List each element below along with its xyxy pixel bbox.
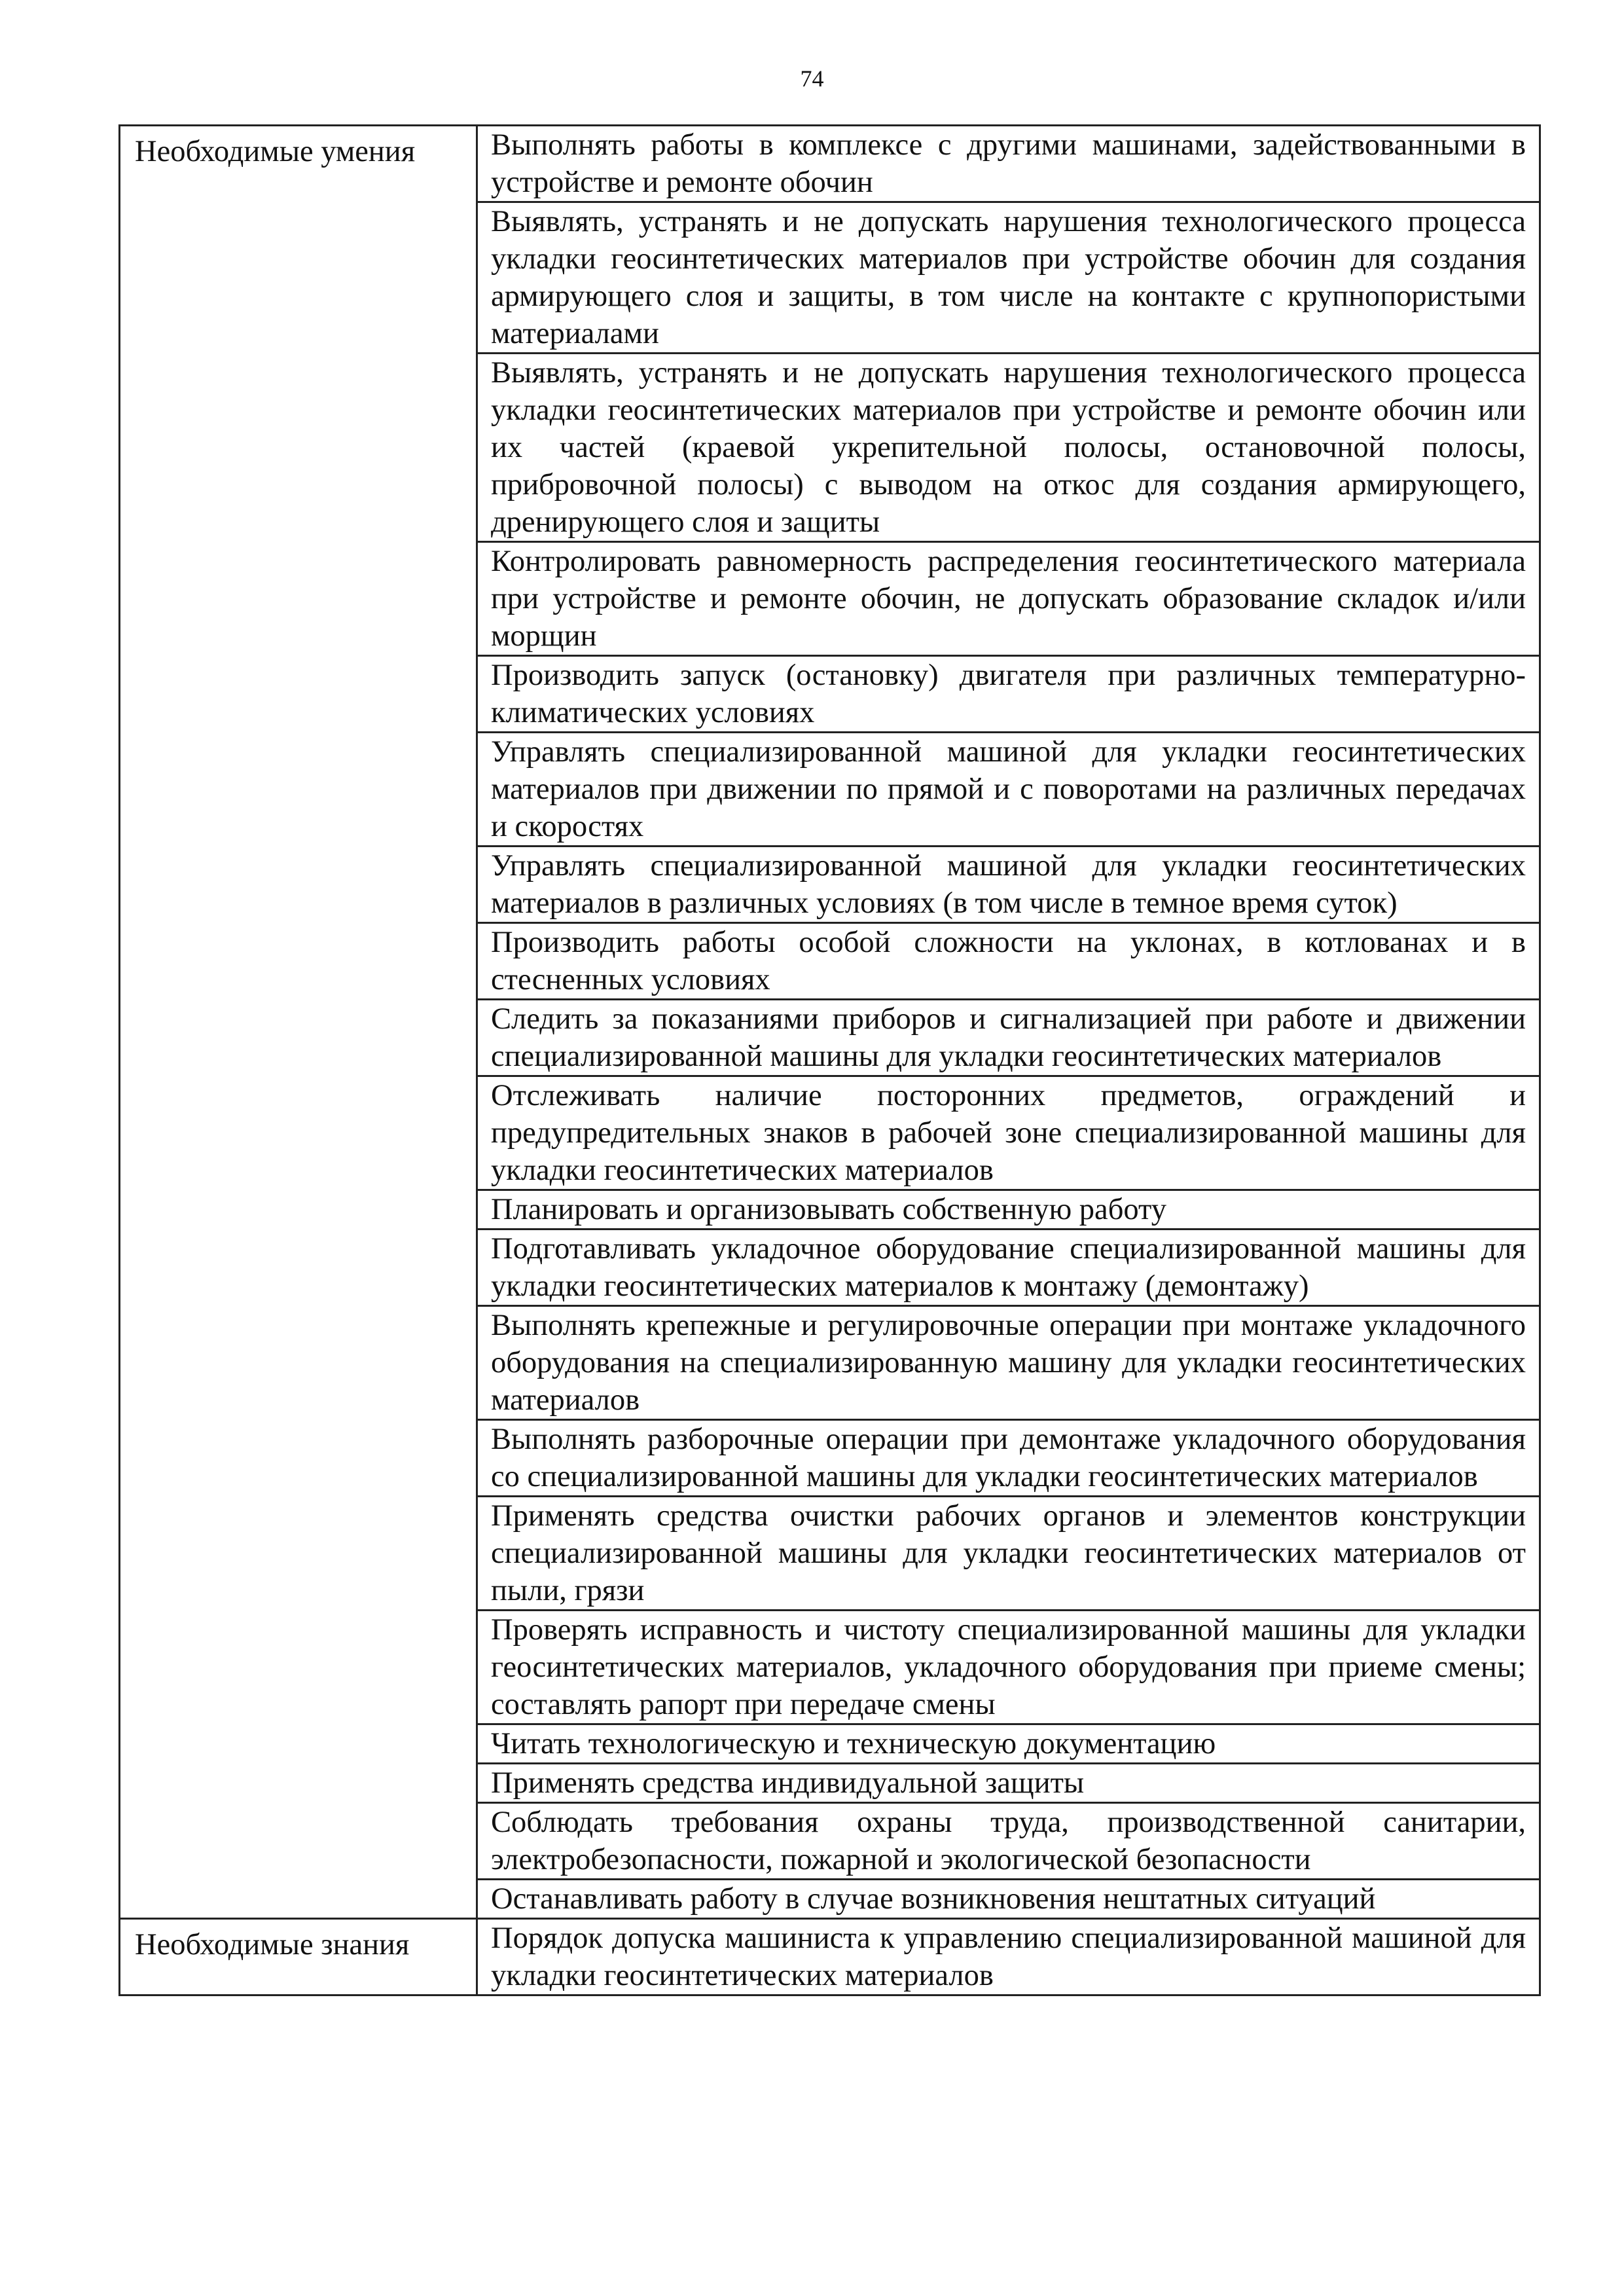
- skill-item: Выявлять, устранять и не допускать нарушения технологического процесса укладки геосинтетических материалов при устройстве и ремонте обочин или их частей (краевой укрепительной полосы, остановочной полосы, прибровочной полосы) с выводом на откос для создания армирующего, дренирующего слоя и защиты: [491, 356, 1526, 539]
- skill-item: Контролировать равномерность распределения геосинтетического материала при устройстве и ремонте обочин, не допускать образование складок и/или морщин: [491, 545, 1526, 653]
- table-cell: [477, 1306, 1540, 1420]
- section-label-knowledge: Необходимые знания: [120, 1919, 477, 1995]
- table-cell: [477, 1497, 1540, 1611]
- skill-item: Проверять исправность и чистоту специализированной машины для укладки геосинтетических материалов, укладочного оборудования при приеме смены; составлять рапорт при передаче смены: [491, 1613, 1526, 1721]
- table-cell: [477, 1190, 1540, 1230]
- skill-item: Планировать и организовывать собственную работу: [491, 1193, 1166, 1226]
- skill-item: Соблюдать требования охраны труда, производственной санитарии, электробезопасности, пожарной и экологической безопасности: [491, 1806, 1526, 1876]
- skill-item: Производить запуск (остановку) двигателя при различных температурно-климатических условиях: [491, 659, 1526, 729]
- table-cell: [477, 1724, 1540, 1764]
- table-cell: [477, 202, 1540, 354]
- skill-item: Выполнять работы в комплексе с другими машинами, задействованными в устройстве и ремонте обочин: [491, 128, 1526, 199]
- skill-item: Останавливать работу в случае возникновения нештатных ситуаций: [491, 1882, 1376, 1916]
- skill-item: Применять средства индивидуальной защиты: [491, 1766, 1085, 1800]
- skill-item: Выполнять крепежные и регулировочные операции при монтаже укладочного оборудования на специализированную машину для укладки геосинтетических материалов: [491, 1309, 1526, 1417]
- skill-item: Следить за показаниями приборов и сигнализацией при работе и движении специализированной машины для укладки геосинтетических материалов: [491, 1002, 1526, 1073]
- table-cell: [477, 733, 1540, 847]
- table-cell: [477, 354, 1540, 542]
- table-cell: [477, 1919, 1540, 1995]
- skill-item: Управлять специализированной машиной для укладки геосинтетических материалов в различных условиях (в том числе в темное время суток): [491, 849, 1526, 920]
- table-cell: [477, 1230, 1540, 1306]
- table-cell: [477, 1764, 1540, 1803]
- table-cell: [477, 1803, 1540, 1880]
- table-cell: [477, 656, 1540, 733]
- skill-item: Применять средства очистки рабочих органов и элементов конструкции специализированной машины для укладки геосинтетических материалов от пыли, грязи: [491, 1499, 1526, 1607]
- skill-item: Выявлять, устранять и не допускать нарушения технологического процесса укладки геосинтетических материалов при устройстве обочин для создания армирующего слоя и защиты, в том числе на контакте с крупнопористыми материалами: [491, 205, 1526, 350]
- table-row: [120, 126, 1540, 202]
- skill-item: Подготавливать укладочное оборудование специализированной машины для укладки геосинтетических материалов к монтажу (демонтажу): [491, 1232, 1526, 1303]
- skill-item: Управлять специализированной машиной для укладки геосинтетических материалов при движении по прямой и с поворотами на различных передачах и скоростях: [491, 735, 1526, 843]
- table-cell: [477, 1000, 1540, 1076]
- page-number: 74: [800, 65, 824, 92]
- table-cell: [477, 1611, 1540, 1724]
- section-label-skills: Необходимые умения: [120, 126, 477, 1919]
- table-row: [120, 1919, 1540, 1995]
- table-cell: [477, 847, 1540, 923]
- skill-item: Отслеживать наличие посторонних предметов, ограждений и предупредительных знаков в рабочей зоне специализированной машины для укладки геосинтетических материалов: [491, 1079, 1526, 1187]
- table-cell: [477, 1880, 1540, 1919]
- skill-item: Производить работы особой сложности на уклонах, в котлованах и в стесненных условиях: [491, 926, 1526, 996]
- table-cell: [477, 1420, 1540, 1497]
- skill-item: Читать технологическую и техническую документацию: [491, 1727, 1216, 1760]
- table-cell: [477, 542, 1540, 656]
- table-cell: [477, 923, 1540, 1000]
- qualification-table: [118, 124, 1541, 1996]
- table-cell: [477, 126, 1540, 202]
- table-cell: [477, 1076, 1540, 1190]
- knowledge-item: Порядок допуска машиниста к управлению специализированной машиной для укладки геосинтетических материалов: [491, 1922, 1526, 1992]
- skill-item: Выполнять разборочные операции при демонтаже укладочного оборудования со специализированной машины для укладки геосинтетических материалов: [491, 1423, 1526, 1493]
